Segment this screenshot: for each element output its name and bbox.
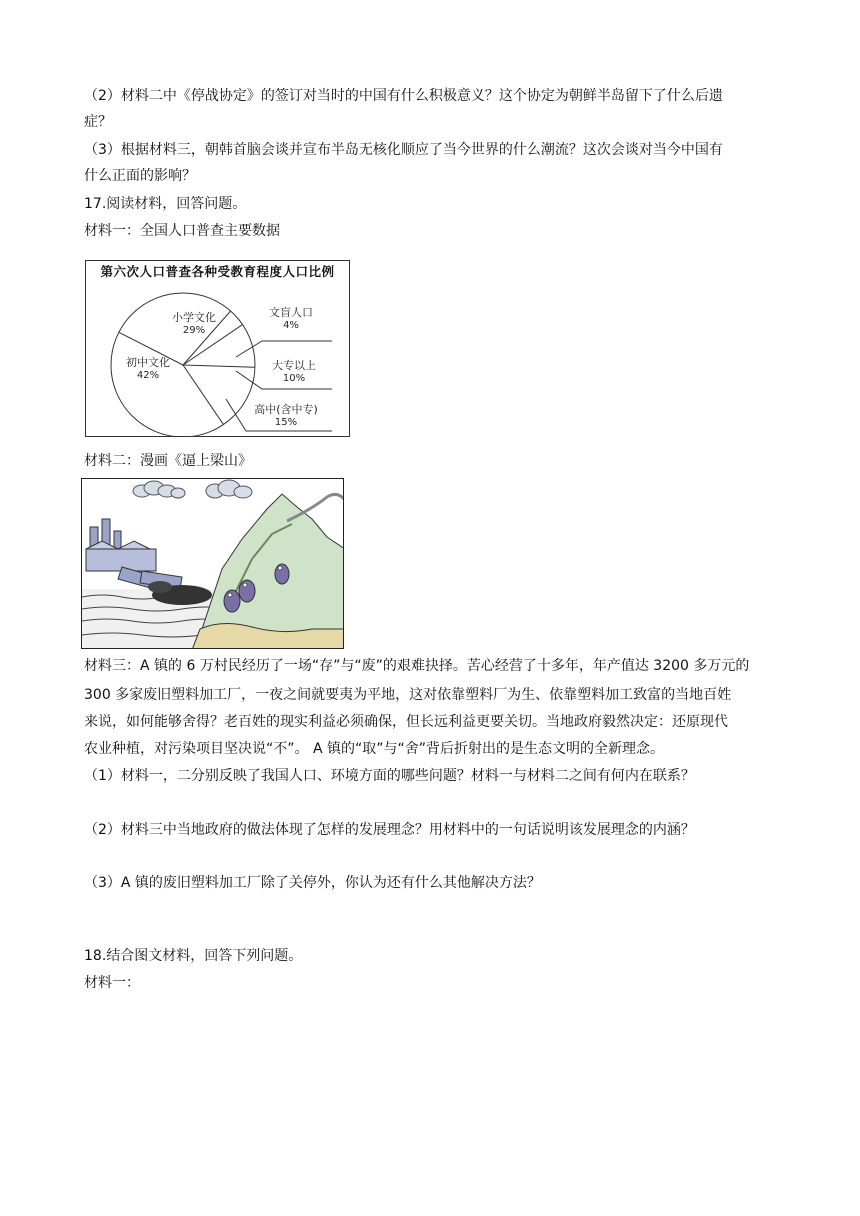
question-2-text: （2）材料二中《停战协定》的签订对当时的中国有什么积极意义？这个协定为朝鲜半岛留下了什么后遗 xyxy=(84,88,723,104)
slice-label: 初中文化 xyxy=(126,356,170,369)
cartoon-image xyxy=(81,478,344,649)
slice-label: 高中(含中专) xyxy=(254,403,318,416)
sub-question-1: （1）材料一，二分别反映了我国人口、环境方面的哪些问题？材料一与材料二之间有何内在联系？ xyxy=(84,768,695,784)
question-2-text-cont: 症？ xyxy=(84,114,112,130)
slice-label: 大专以上 xyxy=(272,359,316,372)
slice-value-label: 10% xyxy=(282,373,306,384)
pie-chart-figure xyxy=(85,260,350,437)
slice-value-label: 29% xyxy=(182,325,206,336)
question-18-heading: 18.结合图文材料，回答下列问题。 xyxy=(84,948,303,964)
question-17-heading: 17.阅读材料，回答问题。 xyxy=(84,196,247,212)
material-2-caption: 材料二：漫画《逼上梁山》 xyxy=(84,453,252,469)
slice-value-label: 42% xyxy=(136,370,160,381)
sub-question-3: （3）A 镇的废旧塑料加工厂除了关停外，你认为还有什么其他解决方法？ xyxy=(84,875,541,891)
material-3-line-1: 材料三：A 镇的 6 万村民经历了一场“存”与“废”的艰难抉择。苦心经营了十多年，年产值达 3200 多万元的 xyxy=(84,658,750,674)
sub-question-2: （2）材料三中当地政府的做法体现了怎样的发展理念？用材料中的一句话说明该发展理念的内涵？ xyxy=(84,822,695,838)
question-3-text: （3）根据材料三，朝韩首脑会谈并宣布半岛无核化顺应了当今世界的什么潮流？这次会谈对当今中国有 xyxy=(84,142,723,158)
material-3-line-3: 来说，如何能够舍得？老百姓的现实利益必须确保，但长远利益更要关切。当地政府毅然决定：还原现代 xyxy=(84,714,728,730)
slice-value-label: 4% xyxy=(283,320,299,331)
slice-value-label: 15% xyxy=(274,417,298,428)
slice-label: 小学文化 xyxy=(172,311,216,324)
question-18-material-1: 材料一： xyxy=(84,975,140,991)
question-3-text-cont: 什么正面的影响？ xyxy=(84,168,196,184)
chart-title: 第六次人口普查各种受教育程度人口比例 xyxy=(100,264,335,279)
cartoon-illustration xyxy=(82,479,344,649)
material-3-line-4: 农业种植，对污染项目坚决说“不”。 A 镇的“取”与“舍”背后折射出的是生态文明的全新理念。 xyxy=(84,741,664,757)
material-3-line-2: 300 多家废旧塑料加工厂，一夜之间就要夷为平地，这对依靠塑料厂为生、依靠塑料加工致富的当地百姓 xyxy=(84,687,732,703)
material-1-caption: 材料一：全国人口普查主要数据 xyxy=(84,223,280,239)
slice-label: 文盲人口 xyxy=(269,306,313,319)
pie-chart-svg xyxy=(86,261,350,437)
